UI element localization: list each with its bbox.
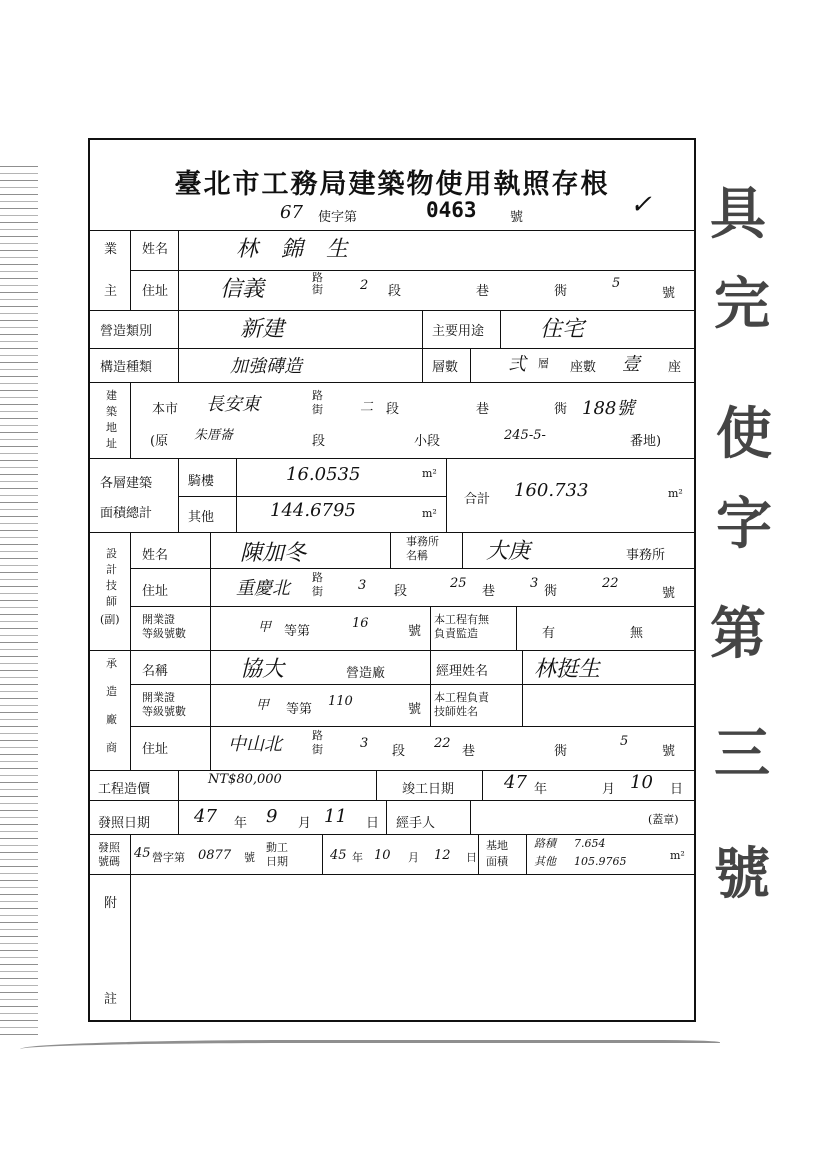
total-unit: m²: [668, 487, 683, 500]
designer-side-5: (副): [100, 613, 120, 626]
main-use-label: 主要用途: [432, 324, 485, 339]
designer-addr-label: 住址: [142, 584, 169, 599]
site-side-2: 築: [106, 405, 117, 418]
floors: 弍: [508, 354, 526, 375]
owner-name-label: 姓名: [142, 242, 169, 257]
site-side-4: 址: [106, 437, 117, 450]
area-label-1: 各層建築: [100, 476, 153, 491]
permit-num: 0877: [198, 848, 232, 863]
tech-label-2: 技師姓名: [434, 705, 478, 718]
start-label-1: 動工: [266, 841, 288, 854]
issue-day-unit: 日: [366, 816, 380, 831]
permit-form: [88, 138, 696, 1022]
site-lot-suffix: 番地): [630, 434, 662, 449]
office-label-2: 名稱: [406, 549, 428, 562]
designer-name-label: 姓名: [142, 548, 169, 563]
permit-word: 營字第: [152, 851, 185, 864]
main-use: 住宅: [540, 317, 585, 342]
contractor-addr-name: 中山北: [228, 734, 282, 755]
start-day: 12: [434, 848, 451, 863]
contractor-addr-label: 住址: [142, 742, 169, 757]
start-label-2: 日期: [266, 855, 288, 868]
issue-year: 47: [194, 806, 217, 827]
arcade-unit: m²: [422, 467, 437, 480]
completion-day-unit: 日: [670, 782, 684, 797]
manager-name: 林挺生: [534, 657, 601, 682]
contractor-street: 街: [312, 743, 323, 756]
owner-alley: 衖: [554, 284, 568, 299]
owner-sec: 段: [388, 284, 402, 299]
owner-road: 路: [312, 271, 323, 284]
issue-month-unit: 月: [298, 816, 312, 831]
designer-sec: 段: [394, 584, 408, 599]
site-no: 188號: [582, 398, 635, 419]
site-sub-sec: 小段: [414, 434, 441, 449]
contractor-lane: 巷: [462, 744, 476, 759]
contractor-road: 路: [312, 729, 323, 742]
contractor-side-2: 造: [106, 685, 117, 698]
stamp-char: 完: [714, 271, 770, 337]
completion-year-unit: 年: [534, 782, 548, 797]
site-old-sec: 段: [312, 434, 326, 449]
owner-lane: 巷: [476, 284, 490, 299]
issue-day: 11: [324, 806, 347, 827]
base-other-label: 其他: [534, 855, 556, 868]
contractor-lic-mid: 等第: [286, 702, 313, 717]
arcade-label: 騎樓: [188, 474, 215, 489]
owner-no: 號: [662, 286, 676, 301]
notes-label-top: 附: [104, 896, 118, 911]
site-sec-num: 二: [360, 400, 374, 415]
contractor-side-4: 商: [106, 741, 117, 754]
start-day-unit: 日: [466, 851, 477, 864]
tech-label-1: 本工程負責: [434, 691, 489, 704]
site-old-name: 朱厝崙: [194, 428, 234, 443]
area-label-2: 面積總計: [100, 506, 153, 521]
designer-lic-label-2: 等級號數: [142, 627, 186, 640]
owner-sec-num: 2: [360, 278, 369, 293]
floors-label: 層數: [432, 360, 459, 375]
contractor-side-3: 廠: [106, 713, 117, 726]
seal-label: (蓋章): [648, 813, 679, 826]
site-street: 街: [312, 403, 323, 416]
designer-lic-mid: 等第: [284, 624, 311, 639]
contractor-lane-num: 22: [434, 736, 451, 751]
other-label: 其他: [188, 510, 215, 525]
structure-value: 加強磚造: [230, 356, 302, 377]
designer-side-4: 師: [106, 595, 117, 608]
handler-label: 經手人: [396, 816, 436, 831]
designer-lic-grade: 甲: [258, 620, 272, 635]
issue-year-unit: 年: [234, 816, 248, 831]
site-side-3: 地: [106, 421, 117, 434]
structure-label: 構造種類: [100, 360, 153, 375]
contractor-lic-label-1: 開業證: [142, 691, 175, 704]
total-label: 合計: [464, 492, 491, 507]
designer-road: 路: [312, 571, 323, 584]
form-title: 臺北市工務局建築物使用執照存根: [174, 169, 610, 200]
site-alley: 衖: [554, 402, 568, 417]
office-label-1: 事務所: [406, 535, 439, 548]
owner-no-num: 5: [612, 276, 621, 291]
other-unit: m²: [422, 507, 437, 520]
designer-office: 大庚: [486, 539, 531, 564]
stamp-char: 號: [714, 841, 770, 907]
stamp-char: 字: [716, 491, 772, 557]
completion-month-unit: 月: [602, 782, 616, 797]
supervise-label-1: 本工程有無: [434, 613, 489, 626]
designer-lic-no: 號: [408, 624, 422, 639]
owner-addr-label: 住址: [142, 284, 169, 299]
owner-name: 林 錦 生: [236, 237, 356, 262]
completion-label: 竣工日期: [402, 782, 455, 797]
cert-number: 0463: [426, 198, 477, 222]
notes-label-bottom: 註: [104, 992, 118, 1007]
scan-border-bottom: [20, 1040, 720, 1063]
completion-day: 10: [630, 772, 653, 793]
permit-no: 號: [244, 851, 255, 864]
supervise-yes: 有: [542, 626, 556, 641]
cost-label: 工程造價: [98, 782, 151, 797]
construction-type-label: 營造類別: [100, 324, 153, 339]
issue-label: 發照日期: [98, 816, 151, 831]
contractor-lic-no: 號: [408, 702, 422, 717]
stamp-char: 第: [710, 601, 766, 667]
contractor-side-1: 承: [106, 657, 117, 670]
contractor-lic-num: 110: [328, 694, 353, 709]
designer-lane-num: 25: [450, 576, 467, 591]
start-month-unit: 月: [408, 851, 419, 864]
base-road-label: 路積: [534, 837, 556, 850]
side-stamp: [700, 150, 820, 970]
base-unit: m²: [670, 849, 685, 862]
site-road-name: 長安東: [206, 394, 260, 415]
contractor-sec-num: 3: [360, 736, 369, 751]
designer-lic-num: 16: [352, 616, 369, 631]
owner-side-1: 業: [104, 242, 118, 257]
stamp-char: 使: [716, 401, 772, 467]
designer-sec-num: 3: [358, 578, 367, 593]
contractor-lic-grade: 甲: [256, 698, 270, 713]
stamp-char: 具: [710, 181, 766, 247]
total-area: 160.733: [514, 480, 589, 501]
scan-border-left: [0, 160, 38, 1040]
blocks-label: 座數: [570, 360, 597, 375]
designer-street: 街: [312, 585, 323, 598]
owner-street: 街: [312, 283, 323, 296]
cert-year: 67: [280, 202, 303, 223]
cert-suffix: 號: [510, 210, 524, 225]
designer-alley: 衖: [544, 584, 558, 599]
contractor-alley: 衖: [554, 744, 568, 759]
base-label-2: 面積: [486, 855, 508, 868]
designer-no-num: 22: [602, 576, 619, 591]
site-city: 本市: [152, 402, 179, 417]
permit-label-2: 號碼: [98, 855, 120, 868]
contractor-factory: 營造廠: [346, 666, 386, 681]
contractor-no-num: 5: [620, 734, 629, 749]
permit-prefix: 45: [134, 846, 151, 861]
cost-value: NT$80,000: [208, 772, 282, 787]
designer-lane: 巷: [482, 584, 496, 599]
start-year: 45: [330, 848, 347, 863]
construction-type: 新建: [240, 317, 285, 342]
site-sec: 段: [386, 402, 400, 417]
floors-unit: 層: [538, 357, 549, 370]
start-year-unit: 年: [352, 851, 363, 864]
designer-name: 陳加冬: [240, 541, 307, 566]
designer-side-3: 技: [106, 579, 117, 592]
supervise-no: 無: [630, 626, 644, 641]
office-suffix: 事務所: [626, 548, 666, 563]
contractor-sec: 段: [392, 744, 406, 759]
site-lane: 巷: [476, 402, 490, 417]
contractor-no: 號: [662, 744, 676, 759]
stamp-char: 三: [714, 721, 770, 787]
owner-side-2: 主: [104, 284, 118, 299]
contractor-name-label: 名稱: [142, 664, 169, 679]
completion-year: 47: [504, 772, 527, 793]
contractor-name: 協大: [240, 657, 285, 682]
contractor-lic-label-2: 等級號數: [142, 705, 186, 718]
permit-label-1: 發照: [98, 841, 120, 854]
designer-no: 號: [662, 586, 676, 601]
designer-addr-name: 重慶北: [236, 578, 290, 599]
designer-lic-label-1: 開業證: [142, 613, 175, 626]
check-mark: ✓: [630, 190, 652, 220]
designer-side-1: 設: [106, 547, 117, 560]
supervise-label-2: 負責監造: [434, 627, 478, 640]
blocks: 壹: [622, 354, 640, 375]
site-side-1: 建: [106, 389, 117, 402]
designer-alley-num: 3: [530, 576, 539, 591]
cert-label: 使字第: [318, 210, 358, 225]
designer-side-2: 計: [106, 563, 117, 576]
site-lot: 245-5-: [504, 428, 546, 443]
site-road: 路: [312, 389, 323, 402]
start-month: 10: [374, 848, 391, 863]
site-old-prefix: (原: [150, 434, 169, 449]
owner-addr-city: 信義: [220, 277, 265, 302]
arcade-area: 16.0535: [286, 464, 361, 485]
manager-label: 經理姓名: [436, 664, 489, 679]
base-road-area: 7.654: [574, 837, 606, 850]
issue-month: 9: [266, 806, 278, 827]
blocks-unit: 座: [668, 360, 682, 375]
base-other-area: 105.9765: [574, 855, 627, 868]
other-area: 144.6795: [270, 500, 356, 521]
base-label-1: 基地: [486, 839, 508, 852]
